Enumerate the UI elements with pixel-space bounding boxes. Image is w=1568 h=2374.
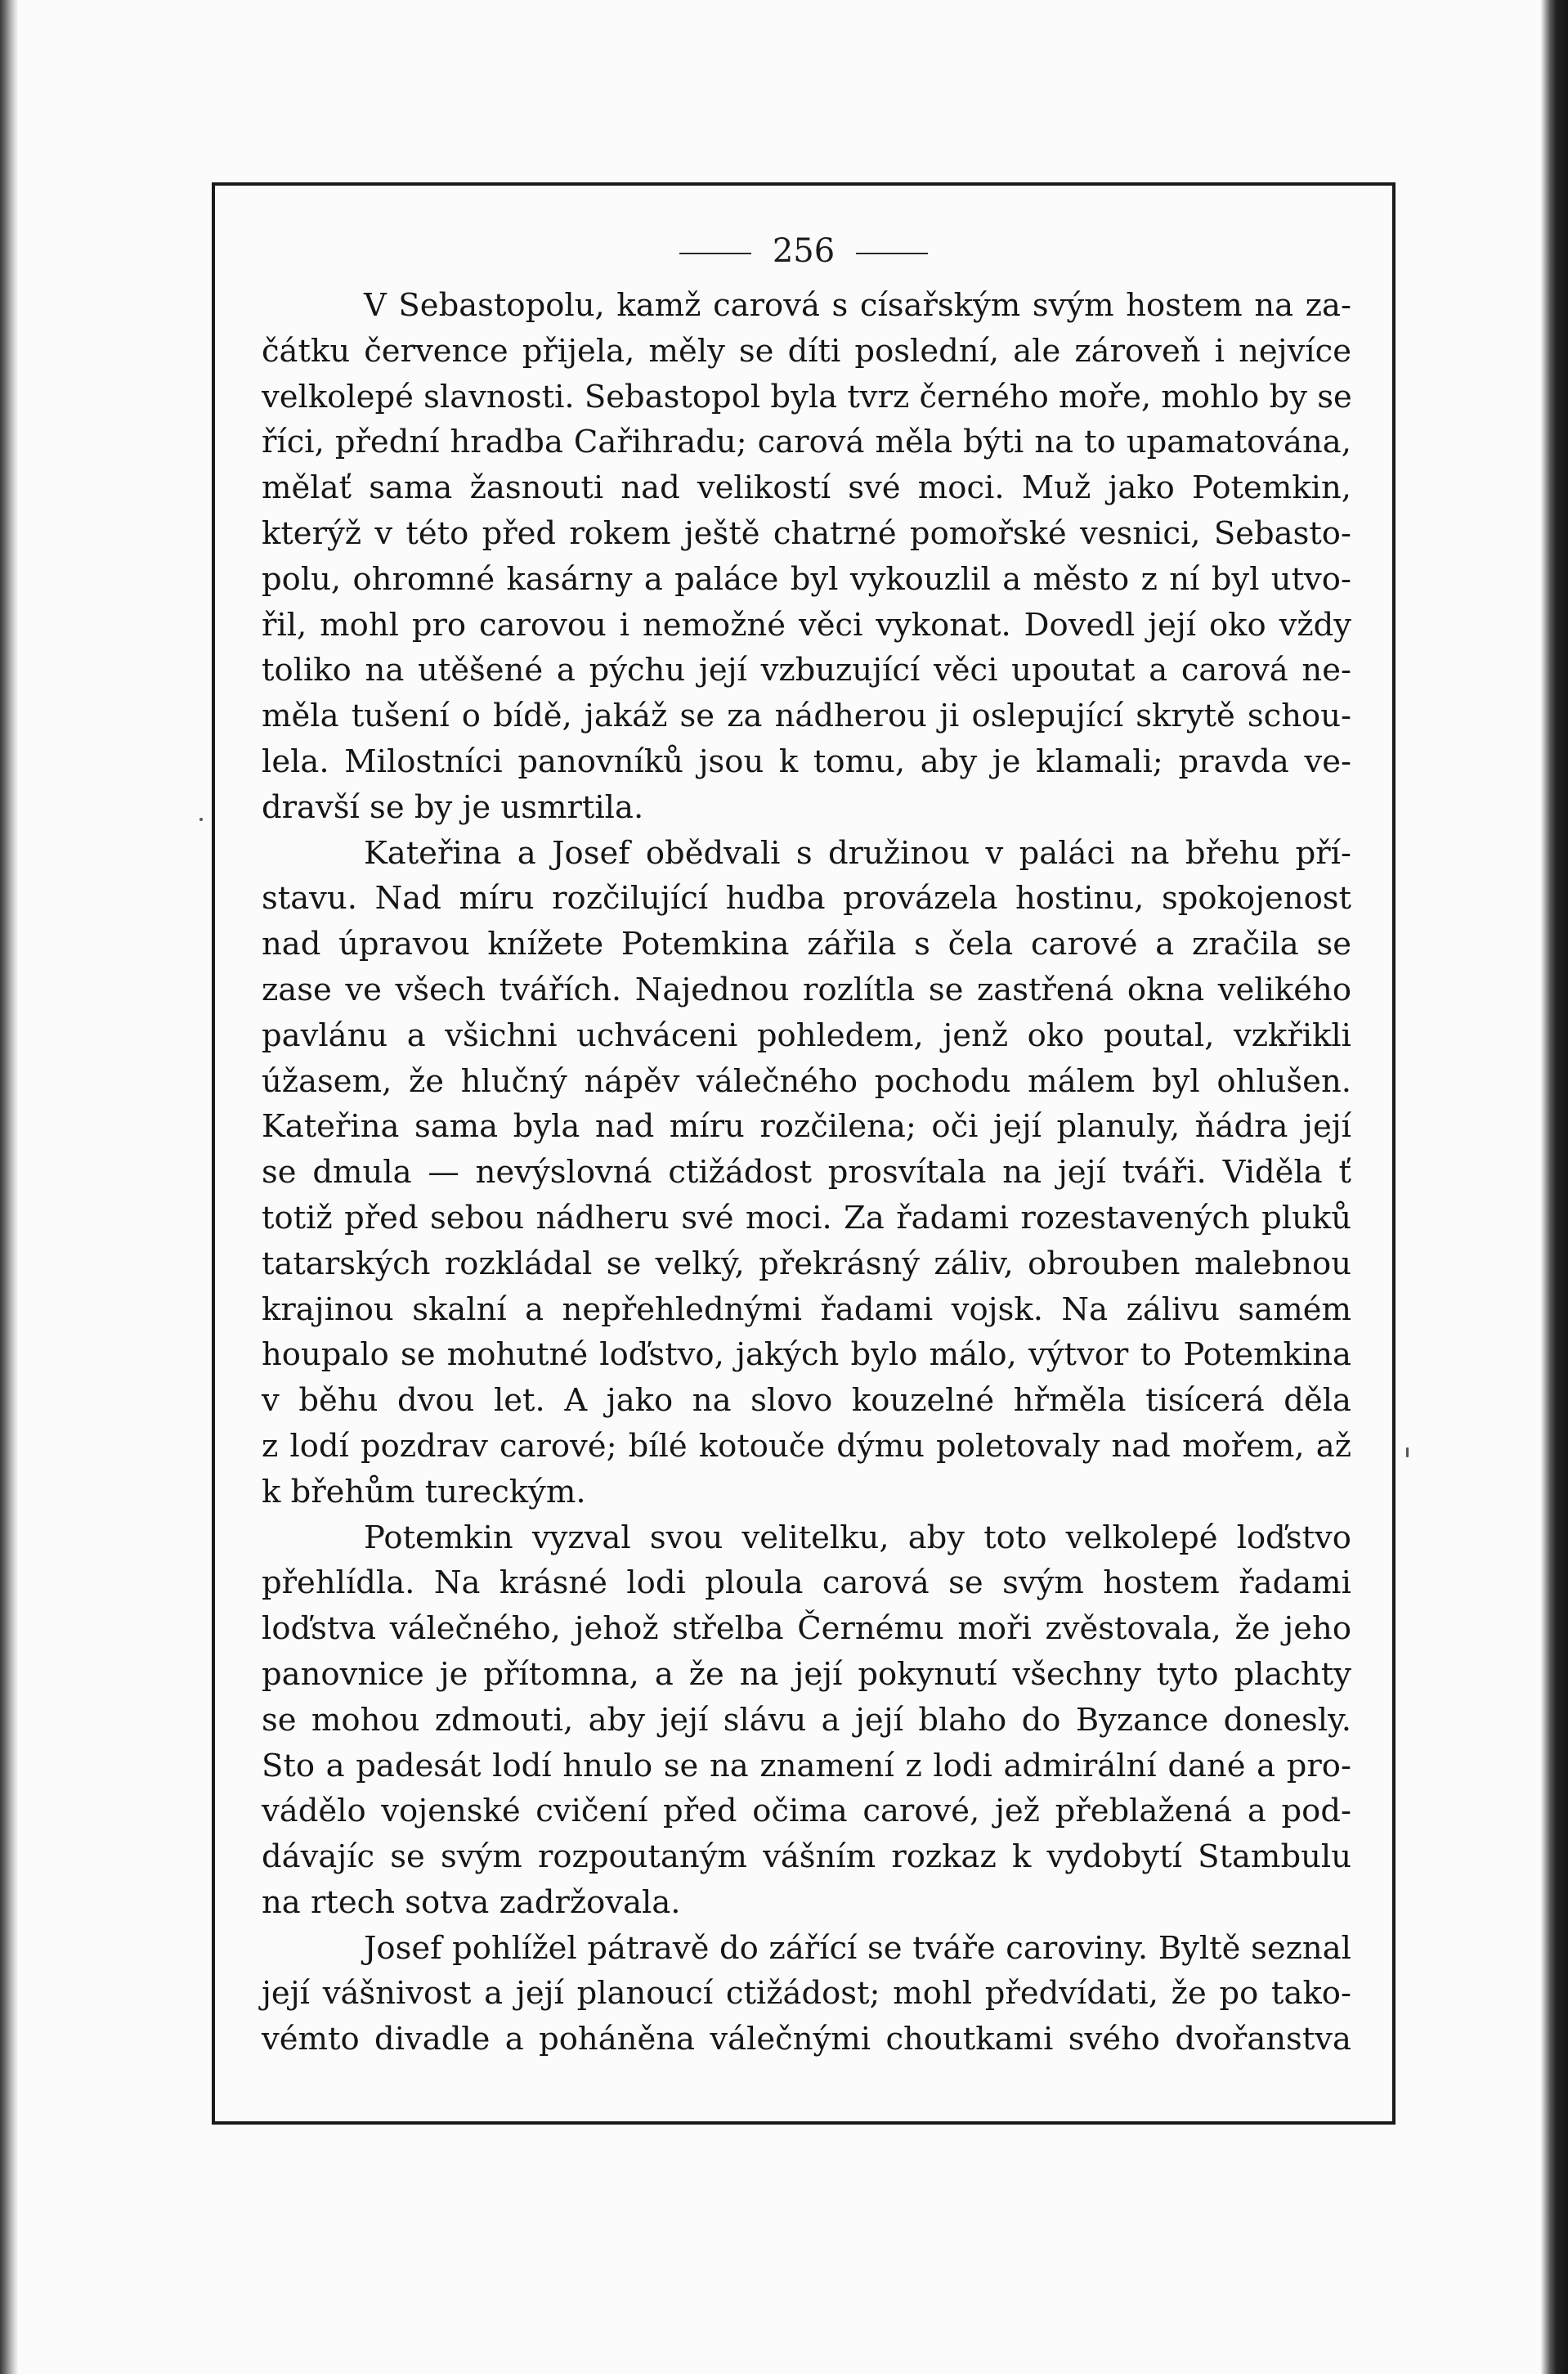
scan-edge-right: [1540, 0, 1568, 2374]
text-line: Kateřina a Josef obědvali s družinou v paláci na břehu pří-: [364, 834, 1351, 872]
paragraph: [262, 1515, 1351, 1926]
scan-edge-left: [0, 0, 18, 2374]
text-line: v běhu dvou let. A jako na slovo kouzelné hřměla tisícerá děla: [262, 1382, 1351, 1420]
text-line: na rtech sotva zadržovala.: [262, 1883, 681, 1921]
text-line: Potemkin vyzval svou velitelku, aby toto velkolepé loďstvo: [364, 1519, 1351, 1556]
paragraph: [262, 831, 1351, 1515]
text-line: stavu. Nad míru rozčilující hudba provázela hostinu, spokojenost: [262, 880, 1351, 918]
page-header: [215, 227, 1392, 276]
text-line: toliko na utěšené a pýchu její vzbuzující věci upoutat a carová ne-: [262, 652, 1351, 689]
header-rule-left: [679, 253, 751, 254]
text-line: totiž před sebou nádheru své moci. Za řadami rozestavených pluků: [262, 1199, 1351, 1236]
text-line: Kateřina sama byla nad míru rozčilena; oči její planuly, ňádra její: [262, 1108, 1351, 1146]
scan-speck: [199, 818, 203, 821]
header-rule-right: [856, 253, 928, 254]
text-line: nad úpravou knížete Potemkina zářila s čela carové a zračila se: [262, 926, 1351, 963]
text-line: Sto a padesát lodí hnulo se na znamení z lodi admirální dané a pro-: [262, 1747, 1351, 1784]
text-line: pavlánu a všichni uchváceni pohledem, jenž oko poutal, vzkřikli: [262, 1016, 1351, 1054]
text-line: Josef pohlížel pátravě do zářící se tváře caroviny. Byltě seznal: [364, 1929, 1351, 1967]
text-line: se mohou zdmouti, aby její slávu a její blaho do Byzance donesly.: [262, 1701, 1351, 1739]
text-line: přehlídla. Na krásné lodi ploula carová se svým hostem řadami: [262, 1564, 1351, 1602]
text-line: polu, ohromné kasárny a paláce byl vykouzlil a město z ní byl utvo-: [262, 560, 1351, 598]
text-line: tatarských rozkládal se velký, překrásný záliv, obrouben malebnou: [262, 1245, 1351, 1282]
text-line: loďstva válečného, jehož střelba Černému moři zvěstovala, že jeho: [262, 1610, 1351, 1648]
text-line: se dmula — nevýslovná ctižádost prosvítala na její tváři. Viděla ť: [262, 1154, 1351, 1191]
text-line: vémto divadle a poháněna válečnými choutkami svého dvořanstva: [262, 2021, 1351, 2058]
page-number: 256: [772, 232, 836, 270]
text-line: velkolepé slavnosti. Sebastopol byla tvrz černého moře, mohlo by se: [262, 378, 1352, 415]
text-line: z lodí pozdrav carové; bílé kotouče dýmu poletovaly nad mořem, až: [262, 1427, 1351, 1465]
book-page: [18, 0, 1540, 2374]
text-line: měla tušení o bídě, jakáž se za nádherou ji oslepující skrytě schou-: [262, 698, 1351, 735]
paragraph: [262, 1926, 1351, 2062]
text-line: k břehům tureckým.: [262, 1473, 586, 1510]
text-line: V Sebastopolu, kamž carová s císařským svým hostem na za-: [364, 287, 1351, 324]
text-line: panovnice je přítomna, a že na její pokynutí všechny tyto plachty: [262, 1655, 1351, 1693]
text-line: krajinou skalní a nepřehlednými řadami vojsk. Na zálivu samém: [262, 1290, 1351, 1328]
text-line: zase ve všech tvářích. Najednou rozlítla se zastřená okna velikého: [262, 971, 1351, 1008]
text-line: dávajíc se svým rozpoutaným vášním rozkaz k vydobytí Stambulu: [262, 1838, 1351, 1876]
text-line: houpalo se mohutné loďstvo, jakých bylo málo, výtvor to Potemkina: [262, 1336, 1351, 1374]
text-line: lela. Milostníci panovníků jsou k tomu, aby je klamali; pravda ve-: [262, 743, 1351, 780]
text-line: mělať sama žasnouti nad velikostí své moci. Muž jako Potemkin,: [262, 469, 1351, 507]
page-frame: [212, 182, 1396, 2125]
text-line: vádělo vojenské cvičení před očima carové, jež přeblažená a pod-: [262, 1793, 1351, 1830]
text-line: její vášnivost a její planoucí ctižádost; mohl předvídati, že po tako-: [262, 1975, 1351, 2013]
text-body: [262, 283, 1351, 2062]
scan-speck: [1406, 1447, 1409, 1457]
paragraph: [262, 283, 1351, 831]
text-line: řil, mohl pro carovou i nemožné věci vykonat. Dovedl její oko vždy: [262, 606, 1351, 644]
text-line: říci, přední hradba Cařihradu; carová měla býti na to upamatována,: [262, 424, 1351, 461]
text-line: dravší se by je usmrtila.: [262, 788, 644, 826]
text-line: čátku července přijela, měly se díti poslední, ale zároveň i nejvíce: [262, 332, 1351, 370]
text-line: kterýž v této před rokem ještě chatrné pomořské vesnici, Sebasto-: [262, 514, 1351, 552]
text-line: úžasem, že hlučný nápěv válečného pochodu málem byl ohlušen.: [262, 1062, 1351, 1100]
